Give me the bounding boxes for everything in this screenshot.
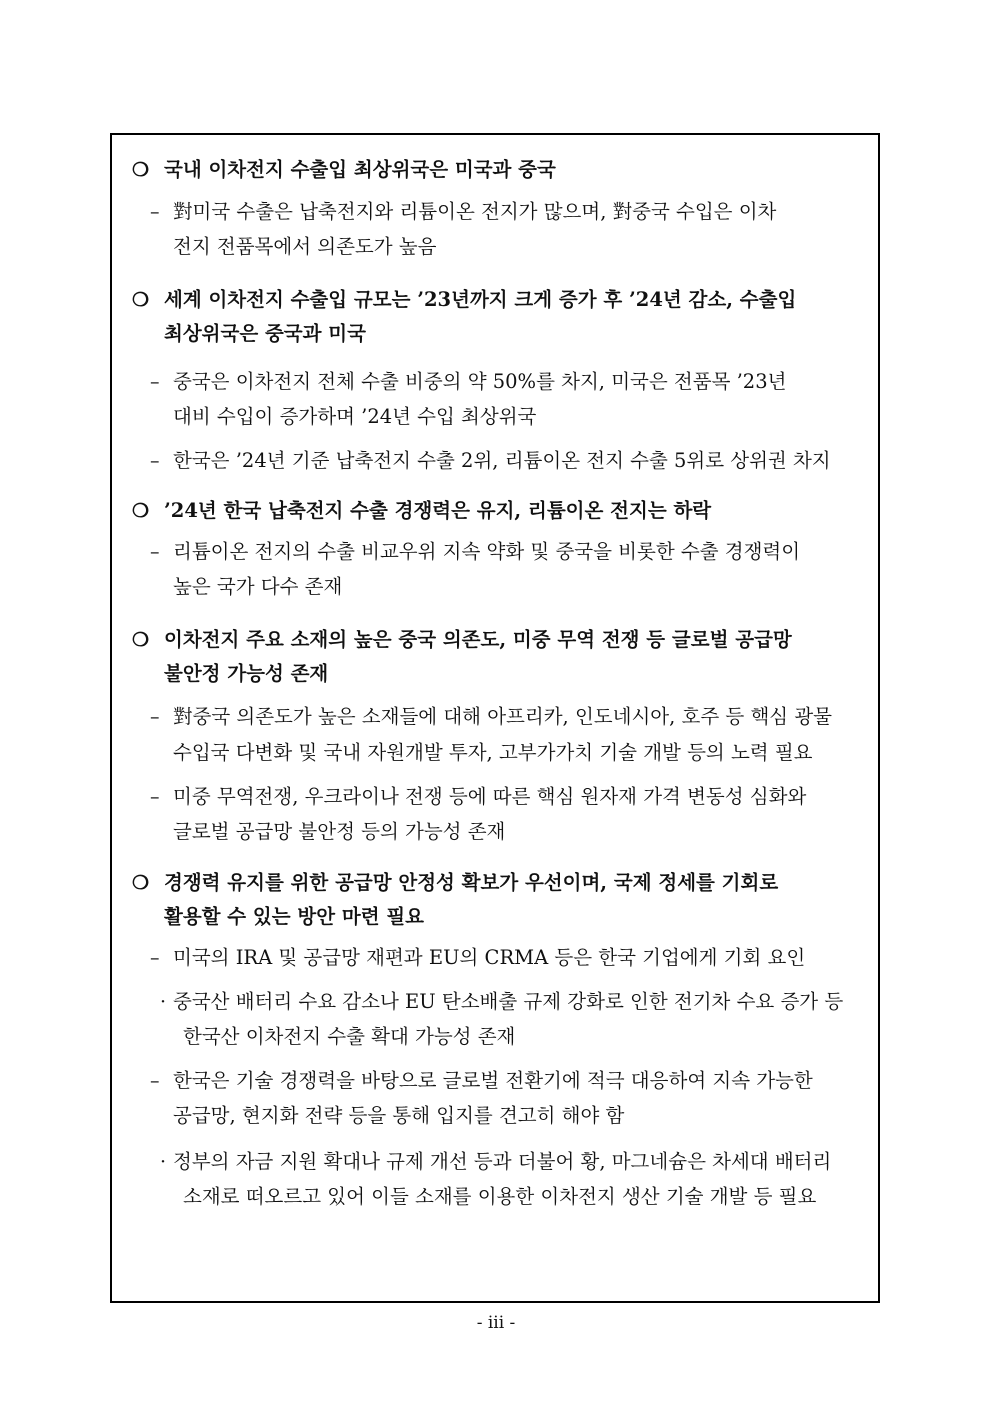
section-4-bullet-icon: ❍ bbox=[132, 629, 150, 651]
section-5-item-1-dash: – bbox=[150, 947, 160, 969]
section-2-heading-line-1: 세계 이차전지 수출입 규모는 ’23년까지 크게 증가 후 ’24년 감소, 수출입 bbox=[164, 288, 797, 311]
section-5-item-4-line-1: 정부의 자금 지원 확대나 규제 개선 등과 더불어 황, 마그네슘은 차세대 배터리 bbox=[173, 1150, 832, 1173]
section-4-item-2-line-2: 글로벌 공급망 불안정 등의 가능성 존재 bbox=[173, 820, 506, 843]
section-1-item-1-dash: – bbox=[150, 201, 160, 223]
section-5-item-2-dot: · bbox=[160, 991, 167, 1013]
section-5-item-2-line-1: 중국산 배터리 수요 감소나 EU 탄소배출 규제 강화로 인한 전기차 수요 증가 등 bbox=[173, 990, 844, 1013]
section-2-item-2-line-1: 한국은 ’24년 기준 납축전지 수출 2위, 리튬이온 전지 수출 5위로 상위권 차지 bbox=[173, 449, 831, 472]
section-2-item-2-dash: – bbox=[150, 450, 160, 472]
section-4-item-2-line-1: 미중 무역전쟁, 우크라이나 전쟁 등에 따른 핵심 원자재 가격 변동성 심화와 bbox=[173, 785, 807, 808]
section-2-bullet-icon: ❍ bbox=[132, 289, 150, 311]
section-5-item-4-line-2: 소재로 떠오르고 있어 이들 소재를 이용한 이차전지 생산 기술 개발 등 필요 bbox=[183, 1185, 817, 1208]
section-2-item-1-line-2: 대비 수입이 증가하며 ’24년 수입 최상위국 bbox=[173, 405, 537, 428]
section-4-heading-line-1: 이차전지 주요 소재의 높은 중국 의존도, 미중 무역 전쟁 등 글로벌 공급망 bbox=[164, 628, 792, 651]
section-4-item-1-dash: – bbox=[150, 706, 160, 728]
section-5-item-2-line-2: 한국산 이차전지 수출 확대 가능성 존재 bbox=[183, 1025, 516, 1048]
section-3-item-1-line-1: 리튬이온 전지의 수출 비교우위 지속 약화 및 중국을 비롯한 수출 경쟁력이 bbox=[173, 540, 801, 563]
section-4-heading-line-2: 불안정 가능성 존재 bbox=[164, 662, 329, 685]
section-1-heading: 국내 이차전지 수출입 최상위국은 미국과 중국 bbox=[164, 158, 556, 181]
section-1-bullet-icon: ❍ bbox=[132, 159, 150, 181]
section-5-item-1-line-1: 미국의 IRA 및 공급망 재편과 EU의 CRMA 등은 한국 기업에게 기회 요인 bbox=[173, 946, 806, 969]
section-3-bullet-icon: ❍ bbox=[132, 500, 150, 522]
page-number: - iii - bbox=[476, 1313, 516, 1333]
section-5-heading-line-2: 활용할 수 있는 방안 마련 필요 bbox=[164, 905, 424, 928]
section-2-heading-line-2: 최상위국은 중국과 미국 bbox=[164, 322, 366, 345]
section-5-item-3-line-1: 한국은 기술 경쟁력을 바탕으로 글로벌 전환기에 적극 대응하여 지속 가능한 bbox=[173, 1069, 813, 1092]
section-3-heading: ’24년 한국 납축전지 수출 경쟁력은 유지, 리튬이온 전지는 하락 bbox=[164, 499, 712, 522]
section-5-bullet-icon: ❍ bbox=[132, 872, 150, 894]
section-4-item-2-dash: – bbox=[150, 786, 160, 808]
section-5-heading-line-1: 경쟁력 유지를 위한 공급망 안정성 확보가 우선이며, 국제 정세를 기회로 bbox=[164, 871, 779, 894]
section-5-item-3-line-2: 공급망, 현지화 전략 등을 통해 입지를 견고히 해야 함 bbox=[173, 1104, 625, 1127]
section-2-item-1-line-1: 중국은 이차전지 전체 수출 비중의 약 50%를 차지, 미국은 전품목 ’23년 bbox=[173, 370, 787, 393]
section-1-item-1-line-2: 전지 전품목에서 의존도가 높음 bbox=[173, 235, 437, 258]
section-4-item-1-line-1: 對중국 의존도가 높은 소재들에 대해 아프리카, 인도네시아, 호주 등 핵심 광물 bbox=[173, 705, 832, 728]
section-3-item-1-dash: – bbox=[150, 541, 160, 563]
section-2-item-1-dash: – bbox=[150, 371, 160, 393]
section-3-item-1-line-2: 높은 국가 다수 존재 bbox=[173, 575, 343, 598]
section-1-item-1-line-1: 對미국 수출은 납축전지와 리튬이온 전지가 많으며, 對중국 수입은 이차 bbox=[173, 200, 777, 223]
section-5-item-4-dot: · bbox=[160, 1151, 167, 1173]
section-5-item-3-dash: – bbox=[150, 1070, 160, 1092]
section-4-item-1-line-2: 수입국 다변화 및 국내 자원개발 투자, 고부가가치 기술 개발 등의 노력 필요 bbox=[173, 741, 813, 764]
